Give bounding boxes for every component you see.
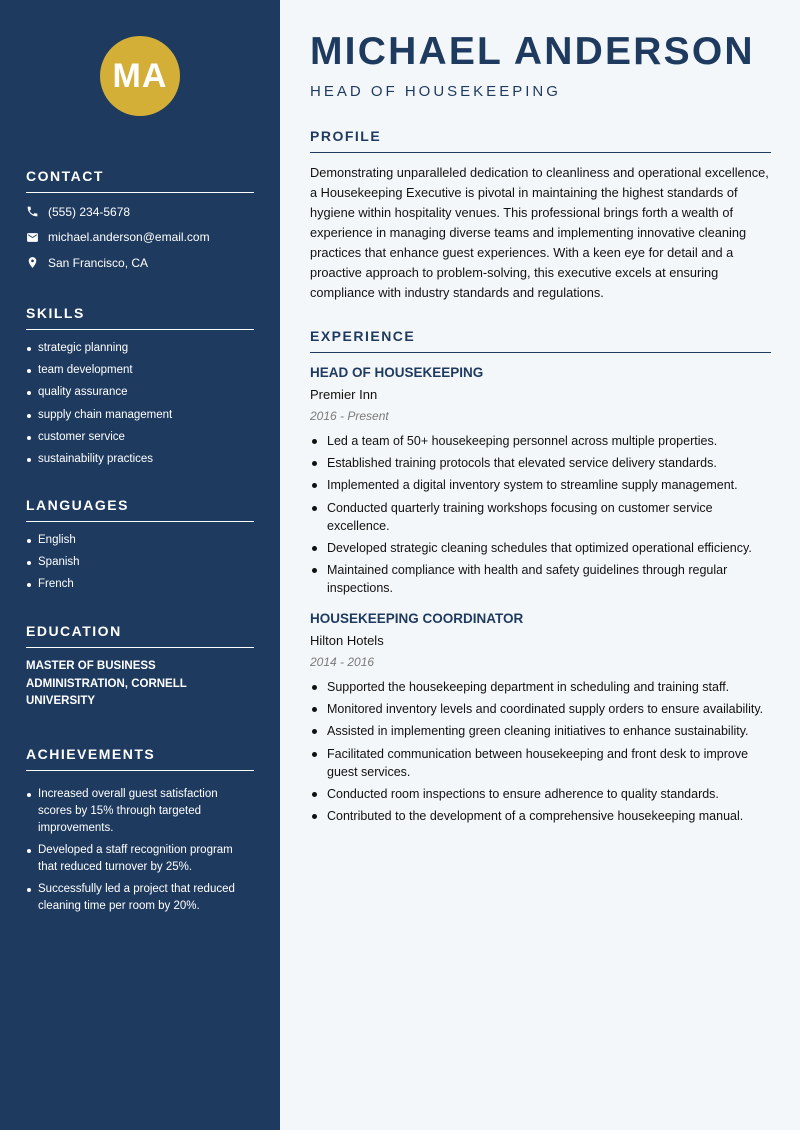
- skill-item: team development: [26, 362, 254, 379]
- profile-heading: PROFILE: [310, 128, 771, 153]
- profile-section: [310, 128, 771, 303]
- achievement-item: Increased overall guest satisfaction scores by 15% through targeted improvements.: [26, 786, 254, 837]
- contact-email: [26, 225, 254, 251]
- achievement-item: Successfully led a project that reduced cleaning time per room by 20%.: [26, 881, 254, 915]
- job-bullets: [310, 678, 771, 825]
- achievements-list: [26, 786, 254, 915]
- education-degree: MASTER OF BUSINESS ADMINISTRATION, CORNELL UNIVERSITY: [26, 660, 187, 707]
- skills-heading: SKILLS: [26, 305, 254, 330]
- language-item: Spanish: [26, 554, 254, 571]
- achievements-heading: ACHIEVEMENTS: [26, 746, 254, 771]
- experience-heading: EXPERIENCE: [310, 328, 771, 353]
- job-bullets: [310, 432, 771, 597]
- achievements-section: [26, 746, 254, 921]
- job-role: HOUSEKEEPING COORDINATOR: [310, 610, 524, 626]
- job-bullet: Assisted in implementing green cleaning initiatives to enhance sustainability.: [310, 722, 771, 740]
- languages-heading: LANGUAGES: [26, 497, 254, 522]
- map-pin-icon: [26, 256, 39, 269]
- job-bullet: Established training protocols that elevated service delivery standards.: [310, 454, 771, 472]
- phone-icon: [26, 205, 39, 218]
- full-name: MICHAEL ANDERSON: [310, 30, 755, 73]
- skills-section: [26, 305, 254, 473]
- job-bullet: Developed strategic cleaning schedules that optimized operational efficiency.: [310, 539, 771, 557]
- main-content: [280, 0, 800, 1130]
- job-bullet: Monitored inventory levels and coordinated supply orders to ensure availability.: [310, 700, 771, 718]
- job-dates: 2016 - Present: [310, 409, 389, 423]
- languages-section: [26, 497, 254, 599]
- skill-item: customer service: [26, 429, 254, 446]
- job-bullet: Led a team of 50+ housekeeping personnel across multiple properties.: [310, 432, 771, 450]
- language-item: French: [26, 576, 254, 593]
- job-entry: [310, 365, 771, 597]
- skill-item: supply chain management: [26, 407, 254, 424]
- job-bullet: Maintained compliance with health and safety guidelines through regular inspections.: [310, 561, 771, 597]
- profile-text: Demonstrating unparalleled dedication to cleanliness and operational excellence, a Housekeeping Executive is pivotal in maintaining the highest standards of hygiene within hospitality venues. This professional brings forth a wealth of experience in managing diverse teams and implementing innovative cleaning practices that enhance guest experiences. With a keen eye for detail and a proactive approach to problem-solving, this executive excels at ensuring compliance with industry standards and regulations.: [310, 165, 769, 300]
- skill-item: strategic planning: [26, 340, 254, 357]
- email-text: michael.anderson@email.com: [48, 230, 210, 245]
- location-text: San Francisco, CA: [48, 255, 149, 270]
- avatar: MA: [100, 36, 180, 116]
- contact-location: [26, 250, 254, 276]
- education-section: [26, 623, 254, 711]
- experience-section: [310, 328, 771, 829]
- envelope-icon: [26, 231, 39, 244]
- contact-heading: CONTACT: [26, 168, 254, 193]
- job-bullet: Conducted room inspections to ensure adherence to quality standards.: [310, 785, 771, 803]
- job-entry: [310, 611, 771, 825]
- education-heading: EDUCATION: [26, 623, 254, 648]
- phone-text: (555) 234-5678: [48, 204, 131, 219]
- skills-list: [26, 340, 254, 468]
- sidebar: [0, 0, 280, 1130]
- job-role: HEAD OF HOUSEKEEPING: [310, 365, 484, 380]
- job-bullet: Implemented a digital inventory system to streamline supply management.: [310, 476, 771, 494]
- skill-item: sustainability practices: [26, 451, 254, 468]
- job-bullet: Contributed to the development of a comprehensive housekeeping manual.: [310, 807, 771, 825]
- headline-title: HEAD OF HOUSEKEEPING: [310, 83, 561, 100]
- job-company: Premier Inn: [310, 387, 378, 402]
- language-item: English: [26, 532, 254, 549]
- job-company: Hilton Hotels: [310, 632, 384, 648]
- job-bullet: Supported the housekeeping department in scheduling and training staff.: [310, 678, 771, 696]
- skill-item: quality assurance: [26, 384, 254, 401]
- job-bullet: Facilitated communication between housekeeping and front desk to improve guest services.: [310, 745, 771, 781]
- job-bullet: Conducted quarterly training workshops focusing on customer service excellence.: [310, 499, 771, 535]
- contact-section: [26, 168, 254, 276]
- contact-phone: [26, 199, 254, 225]
- achievement-item: Developed a staff recognition program that reduced turnover by 25%.: [26, 842, 254, 876]
- job-dates: 2014 - 2016: [310, 654, 375, 669]
- languages-list: [26, 532, 254, 593]
